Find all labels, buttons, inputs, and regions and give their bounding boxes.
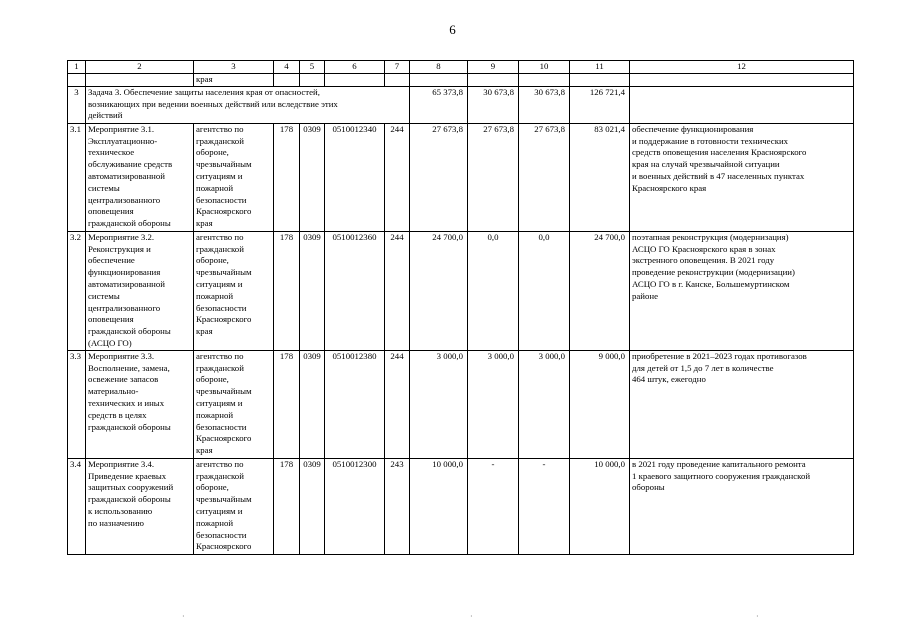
agency-name: агентство по гражданской обороне, чрезвычайным ситуациям и пожарной безопасности Красноярского <box>194 458 274 554</box>
task-value-9: 30 673,8 <box>468 86 519 123</box>
column-number: 3 <box>194 61 274 74</box>
task-value-11: 126 721,4 <box>570 86 630 123</box>
row-number: 3.2 <box>68 231 86 350</box>
table-row <box>68 123 854 231</box>
expected-result: в 2021 году проведение капитального ремонта 1 краевого защитного сооружения гражданской обороны <box>630 458 854 554</box>
column-number: 1 <box>68 61 86 74</box>
code-cell: 178 <box>274 123 300 231</box>
code-cell: 178 <box>274 458 300 554</box>
code-cell: 244 <box>385 123 410 231</box>
continued-row <box>68 73 854 86</box>
amount-cell: 24 700,0 <box>410 231 468 350</box>
column-number: 5 <box>300 61 325 74</box>
page-number: 6 <box>449 22 456 37</box>
measure-name: Мероприятие 3.4. Приведение краевых защитных сооружений гражданской обороны к использованию по назначению <box>86 458 194 554</box>
amount-cell: 83 021,4 <box>570 123 630 231</box>
code-cell: 0510012340 <box>325 123 385 231</box>
row-number: 3.4 <box>68 458 86 554</box>
amount-cell: 9 000,0 <box>570 350 630 458</box>
expected-result: обеспечение функционирования и поддержание в готовности технических средств оповещения населения Красноярского края на случай чрезвычайной ситуации и военных действий в 47 населенных пунктах Красноярского края <box>630 123 854 231</box>
amount-cell: 10 000,0 <box>410 458 468 554</box>
column-number: 2 <box>86 61 194 74</box>
task-value-10: 30 673,8 <box>519 86 570 123</box>
column-number: 8 <box>410 61 468 74</box>
expected-result: поэтапная реконструкция (модернизация) АСЦО ГО Красноярского края в зонах экстренного оповещения. В 2021 году проведение реконструкции (модернизации) АСЦО ГО в г. Канске, Большемуртинском районе <box>630 231 854 350</box>
amount-cell: 10 000,0 <box>570 458 630 554</box>
column-number: 10 <box>519 61 570 74</box>
code-cell: 0309 <box>300 350 325 458</box>
agency-name: агентство по гражданской обороне, чрезвычайным ситуациям и пожарной безопасности Красноярского края <box>194 350 274 458</box>
amount-cell: 24 700,0 <box>570 231 630 350</box>
column-number: 11 <box>570 61 630 74</box>
task-number: 3 <box>68 86 86 123</box>
scan-speck: · <box>182 612 185 621</box>
column-number-row <box>68 61 854 74</box>
amount-cell: 27 673,8 <box>519 123 570 231</box>
row-number: 3.3 <box>68 350 86 458</box>
column-number: 7 <box>385 61 410 74</box>
task-row <box>68 86 854 123</box>
amount-cell: 0,0 <box>468 231 519 350</box>
code-cell: 0309 <box>300 458 325 554</box>
amount-cell: 3 000,0 <box>468 350 519 458</box>
table-row <box>68 231 854 350</box>
column-number: 4 <box>274 61 300 74</box>
amount-cell: 27 673,8 <box>410 123 468 231</box>
agency-name: агентство по гражданской обороне, чрезвычайным ситуациям и пожарной безопасности Красноярского края <box>194 231 274 350</box>
row-number: 3.1 <box>68 123 86 231</box>
agency-name: агентство по гражданской обороне, чрезвычайным ситуациям и пожарной безопасности Красноярского края <box>194 123 274 231</box>
task-title: Задача 3. Обеспечение защиты населения края от опасностей, возникающих при ведении военных действий или вследствие этих действий <box>86 86 410 123</box>
column-number: 6 <box>325 61 385 74</box>
code-cell: 178 <box>274 231 300 350</box>
code-cell: 0510012380 <box>325 350 385 458</box>
code-cell: 244 <box>385 231 410 350</box>
scan-speck: · <box>756 612 759 621</box>
code-cell: 0309 <box>300 231 325 350</box>
table-row <box>68 350 854 458</box>
expected-result: приобретение в 2021–2023 годах противогазов для детей от 1,5 до 7 лет в количестве 464 штук, ежегодно <box>630 350 854 458</box>
amount-cell: 0,0 <box>519 231 570 350</box>
code-cell: 0510012300 <box>325 458 385 554</box>
task-value-8: 65 373,8 <box>410 86 468 123</box>
budget-table <box>67 60 854 555</box>
scan-speck: · <box>470 612 473 621</box>
measure-name: Мероприятие 3.3. Восполнение, замена, освежение запасов материально- технических и иных средств в целях гражданской обороны <box>86 350 194 458</box>
code-cell: 243 <box>385 458 410 554</box>
amount-cell: 3 000,0 <box>410 350 468 458</box>
amount-cell: 3 000,0 <box>519 350 570 458</box>
code-cell: 178 <box>274 350 300 458</box>
column-number: 9 <box>468 61 519 74</box>
amount-cell: - <box>468 458 519 554</box>
amount-cell: - <box>519 458 570 554</box>
code-cell: 0510012360 <box>325 231 385 350</box>
measure-name: Мероприятие 3.2. Реконструкция и обеспечение функционирования автоматизированной системы централизованного оповещения гражданской обороны (АСЦО ГО) <box>86 231 194 350</box>
code-cell: 244 <box>385 350 410 458</box>
table-row <box>68 458 854 554</box>
measure-name: Мероприятие 3.1. Эксплуатационно- техническое обслуживание средств автоматизированной системы централизованного оповещения гражданской обороны <box>86 123 194 231</box>
continued-text: края <box>194 73 274 86</box>
column-number: 12 <box>630 61 854 74</box>
code-cell: 0309 <box>300 123 325 231</box>
amount-cell: 27 673,8 <box>468 123 519 231</box>
